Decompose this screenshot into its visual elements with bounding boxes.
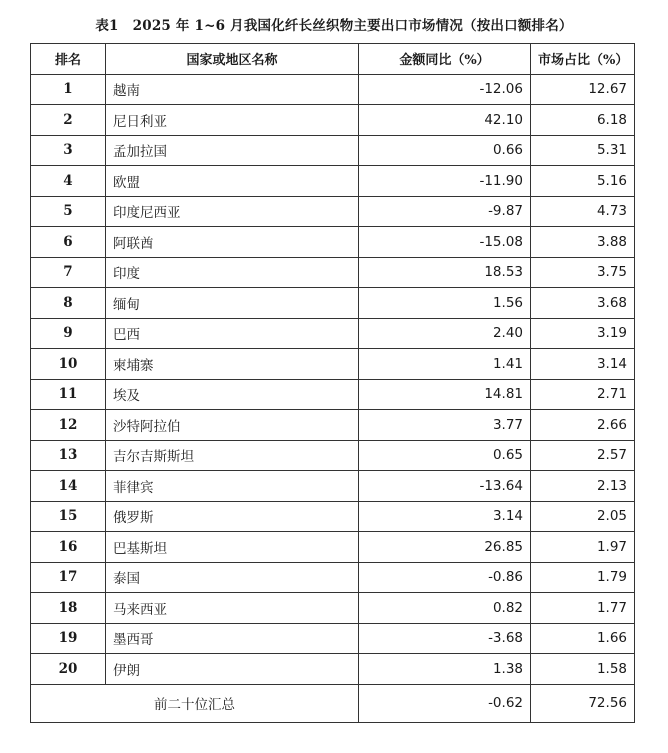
country-cell: 柬埔寨	[106, 349, 359, 380]
table-row	[31, 196, 635, 227]
country-cell: 墨西哥	[106, 623, 359, 654]
share-cell: 4.73	[531, 196, 635, 227]
yoy-cell: 0.65	[359, 440, 531, 471]
rank-cell: 19	[31, 623, 106, 654]
share-cell: 1.77	[531, 593, 635, 624]
table-row	[31, 501, 635, 532]
rank-cell: 13	[31, 440, 106, 471]
share-cell: 3.88	[531, 227, 635, 258]
yoy-cell: 2.40	[359, 318, 531, 349]
table-row	[31, 227, 635, 258]
header-country: 国家或地区名称	[106, 44, 359, 75]
rank-cell: 2	[31, 105, 106, 136]
rank-cell: 10	[31, 349, 106, 380]
share-cell: 3.14	[531, 349, 635, 380]
share-cell: 3.75	[531, 257, 635, 288]
table-row	[31, 440, 635, 471]
share-cell: 2.66	[531, 410, 635, 441]
yoy-cell: 18.53	[359, 257, 531, 288]
country-cell: 尼日利亚	[106, 105, 359, 136]
yoy-cell: -12.06	[359, 74, 531, 105]
share-cell: 1.79	[531, 562, 635, 593]
table-row	[31, 623, 635, 654]
country-cell: 俄罗斯	[106, 501, 359, 532]
table-row	[31, 562, 635, 593]
share-cell: 2.57	[531, 440, 635, 471]
yoy-cell: -0.86	[359, 562, 531, 593]
rank-cell: 12	[31, 410, 106, 441]
country-cell: 欧盟	[106, 166, 359, 197]
share-cell: 5.31	[531, 135, 635, 166]
rank-cell: 11	[31, 379, 106, 410]
table-number: 表1	[95, 18, 119, 34]
rank-cell: 6	[31, 227, 106, 258]
table-row	[31, 257, 635, 288]
share-cell: 12.67	[531, 74, 635, 105]
country-cell: 印度	[106, 257, 359, 288]
share-cell: 2.05	[531, 501, 635, 532]
table-row	[31, 471, 635, 502]
country-cell: 埃及	[106, 379, 359, 410]
yoy-cell: 14.81	[359, 379, 531, 410]
table-row	[31, 654, 635, 685]
total-yoy: -0.62	[359, 684, 531, 722]
table-row	[31, 105, 635, 136]
rank-cell: 17	[31, 562, 106, 593]
header-yoy: 金额同比（%）	[359, 44, 531, 75]
yoy-cell: 3.77	[359, 410, 531, 441]
header-share: 市场占比（%）	[531, 44, 635, 75]
yoy-cell: 3.14	[359, 501, 531, 532]
country-cell: 印度尼西亚	[106, 196, 359, 227]
country-cell: 缅甸	[106, 288, 359, 319]
country-cell: 越南	[106, 74, 359, 105]
share-cell: 3.68	[531, 288, 635, 319]
yoy-cell: -15.08	[359, 227, 531, 258]
country-cell: 巴基斯坦	[106, 532, 359, 563]
rank-cell: 4	[31, 166, 106, 197]
country-cell: 吉尔吉斯斯坦	[106, 440, 359, 471]
country-cell: 泰国	[106, 562, 359, 593]
yoy-cell: -13.64	[359, 471, 531, 502]
table-row	[31, 532, 635, 563]
rank-cell: 5	[31, 196, 106, 227]
share-cell: 5.16	[531, 166, 635, 197]
rank-cell: 9	[31, 318, 106, 349]
country-cell: 菲律宾	[106, 471, 359, 502]
share-cell: 2.71	[531, 379, 635, 410]
total-label: 前二十位汇总	[31, 684, 359, 722]
country-cell: 马来西亚	[106, 593, 359, 624]
table-row	[31, 166, 635, 197]
yoy-cell: 0.66	[359, 135, 531, 166]
table-row	[31, 379, 635, 410]
total-share: 72.56	[531, 684, 635, 722]
yoy-cell: -11.90	[359, 166, 531, 197]
yoy-cell: 1.41	[359, 349, 531, 380]
share-cell: 1.97	[531, 532, 635, 563]
table-caption	[0, 14, 668, 34]
rank-cell: 20	[31, 654, 106, 685]
rank-cell: 8	[31, 288, 106, 319]
header-rank: 排名	[31, 44, 106, 75]
rank-cell: 1	[31, 74, 106, 105]
yoy-cell: 1.38	[359, 654, 531, 685]
rank-cell: 15	[31, 501, 106, 532]
table-row	[31, 74, 635, 105]
rank-cell: 18	[31, 593, 106, 624]
yoy-cell: -3.68	[359, 623, 531, 654]
rank-cell: 3	[31, 135, 106, 166]
share-cell: 2.13	[531, 471, 635, 502]
table-row	[31, 318, 635, 349]
table-body	[31, 74, 635, 684]
total-row	[31, 684, 635, 722]
table-header-row	[31, 44, 635, 75]
yoy-cell: -9.87	[359, 196, 531, 227]
share-cell: 6.18	[531, 105, 635, 136]
rank-cell: 16	[31, 532, 106, 563]
country-cell: 巴西	[106, 318, 359, 349]
table-title: 2025 年 1~6 月我国化纤长丝织物主要出口市场情况（按出口额排名）	[132, 18, 573, 34]
yoy-cell: 42.10	[359, 105, 531, 136]
yoy-cell: 0.82	[359, 593, 531, 624]
country-cell: 孟加拉国	[106, 135, 359, 166]
table-row	[31, 349, 635, 380]
rank-cell: 7	[31, 257, 106, 288]
country-cell: 伊朗	[106, 654, 359, 685]
rank-cell: 14	[31, 471, 106, 502]
table-row	[31, 410, 635, 441]
table-row	[31, 593, 635, 624]
country-cell: 阿联酋	[106, 227, 359, 258]
export-market-table	[30, 43, 635, 723]
share-cell: 1.58	[531, 654, 635, 685]
yoy-cell: 26.85	[359, 532, 531, 563]
yoy-cell: 1.56	[359, 288, 531, 319]
share-cell: 3.19	[531, 318, 635, 349]
country-cell: 沙特阿拉伯	[106, 410, 359, 441]
share-cell: 1.66	[531, 623, 635, 654]
table-row	[31, 288, 635, 319]
table-row	[31, 135, 635, 166]
